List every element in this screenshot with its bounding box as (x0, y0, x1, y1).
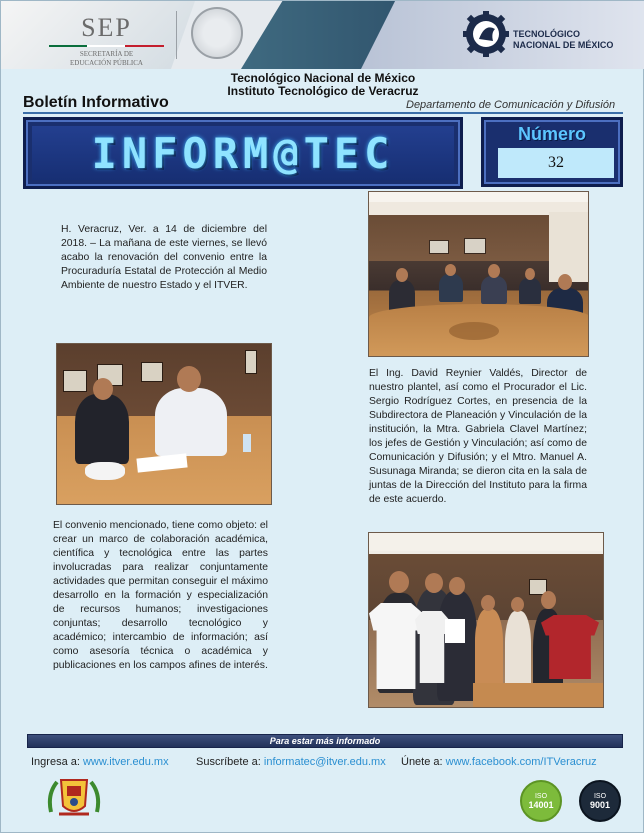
article-paragraph-intro: H. Veracruz, Ver. a 14 de diciembre del 2018. – La mañana de este viernes, se llevó acabo la renovación del convenio entre la Procuraduría Estatal de Protección al Medio Ambiente de nuestro Estado y el ITVER. (61, 224, 267, 291)
department-label: Departamento de Comunicación y Difusión (406, 99, 616, 111)
masthead-title: INFORM@TEC (91, 128, 395, 178)
facebook-link[interactable]: www.facebook.com/ITVeracruz (445, 756, 597, 768)
bulletin-title: Boletín Informativo (23, 94, 169, 111)
sep-subtitle-1: SECRETARÍA DE (79, 50, 134, 58)
issue-number-value: 32 (498, 148, 614, 178)
footer-banner (27, 734, 623, 748)
tecnm-gear-logo-icon (463, 11, 509, 57)
photo-group-with-shirts (368, 532, 604, 708)
article-paragraph-objective: El convenio mencionado, tiene como objeto: el crear un marco de colaboración académica, científica y tecnológica entre las partes involucradas para realizar conjuntamente actividades que permitan conseguir el máximo desarrollo en la formación y especialización de recursos humanos; investigaciones conjuntas; desarrollo tecnológico y académico; intercambio de información; así como asesoría técnica o académica y publicaciones en los campos afines de interés. (53, 520, 268, 671)
photo-meeting-room (368, 191, 589, 357)
sep-title: SEP (81, 13, 132, 42)
institution-title-2: Instituto Tecnológico de Veracruz (227, 84, 419, 98)
photo-signing-agreement (56, 343, 272, 505)
article-paragraph-attendees: El Ing. David Reynier Valdés, Director de nuestro plantel, así como el Procurador el Lic. Sergio Rodríguez Cortes, en presencia de la Subdirectora de Planeación y Vinculación de la institución, la Mtra. Gabriela Clavel Martínez; los jefes de Gestión y Vinculación; así como de Comunicación y Difusión; y el Mtro. Manuel A. Susunaga Miranda; se dieron cita en la sala de juntas de la Dirección del Instituto para la firma de este acuerdo. (369, 368, 587, 505)
sep-logo (49, 13, 164, 68)
informatec-masthead (23, 117, 463, 189)
issue-number-box (481, 117, 623, 187)
footer-website: Ingresa a: www.itver.edu.mx (31, 756, 169, 768)
iso-14001-badge: ISO 14001 (520, 780, 562, 822)
tecnm-text: TECNOLÓGICO NACIONAL DE MÉXICO (513, 29, 614, 50)
footer-banner-text: Para estar más informado (269, 736, 381, 746)
institution-title-1: Tecnológico Nacional de México (230, 71, 416, 85)
email-link[interactable]: informatec@itver.edu.mx (263, 756, 386, 768)
itver-crest-icon (45, 772, 103, 824)
header-rule (23, 112, 623, 114)
iso-9001-badge: ISO 9001 (579, 780, 621, 822)
footer-facebook: Únete a: www.facebook.com/ITVeracruz (401, 756, 597, 768)
header-banner (1, 1, 644, 69)
sep-subtitle-2: EDUCACIÓN PÚBLICA (70, 59, 143, 67)
website-link[interactable]: www.itver.edu.mx (82, 756, 169, 768)
footer-subscribe: Suscríbete a: informatec@itver.edu.mx (196, 756, 386, 768)
issue-number-label: Número (517, 124, 586, 144)
mexico-seal-icon (191, 7, 243, 59)
